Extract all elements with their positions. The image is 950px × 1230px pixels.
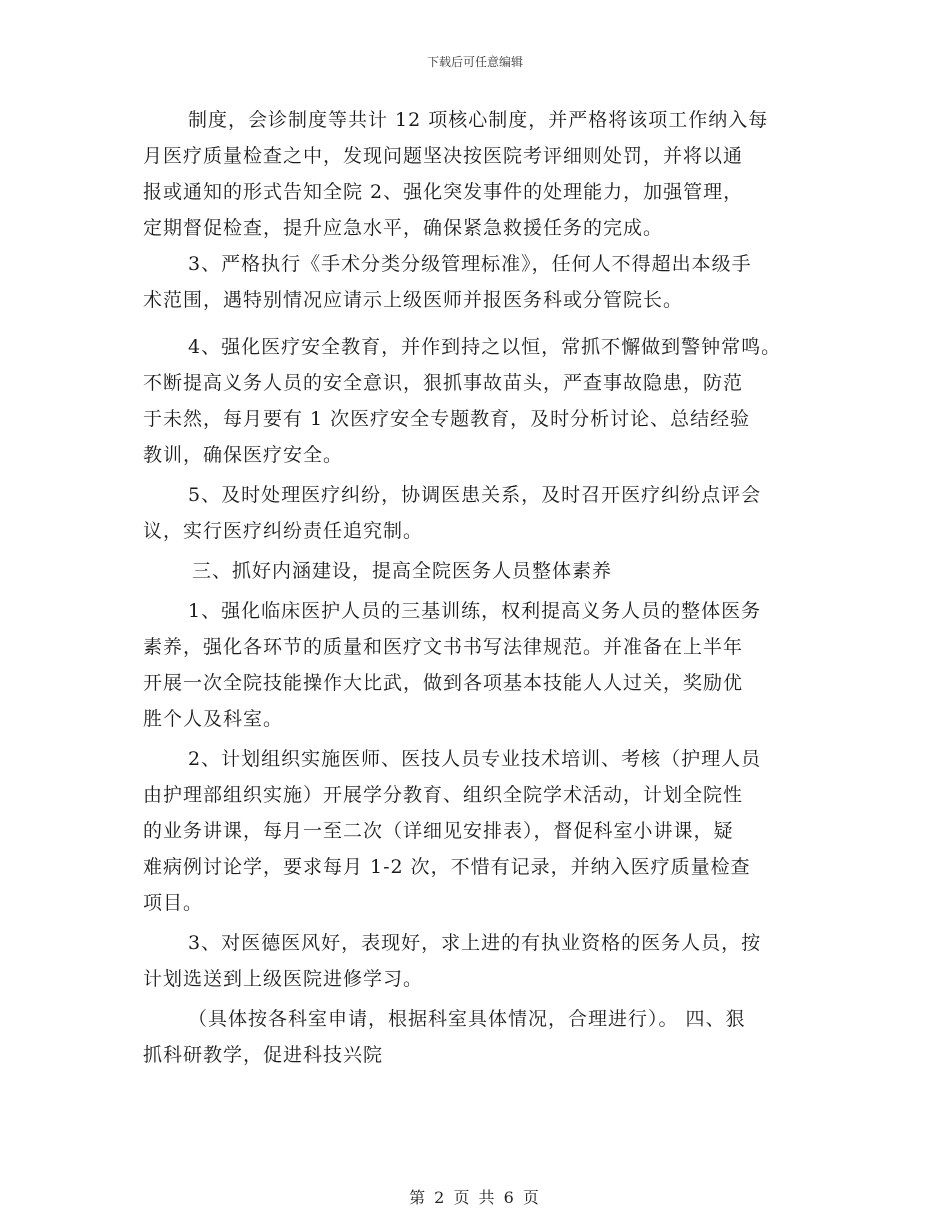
text-line: （具体按各科室申请，根据科室具体情况，合理进行）。 四、狠 [188, 1008, 746, 1030]
text-line: 2、计划组织实施医师、医技人员专业技术培训、考核（护理人员 [188, 748, 762, 770]
text-line: 5、及时处理医疗纠纷，协调医患关系，及时召开医疗纠纷点评会 [188, 484, 762, 506]
text-line: 不断提高义务人员的安全意识，狠抓事故苗头，严查事故隐患，防范 [143, 372, 744, 394]
text-line: 制度，会诊制度等共计 12 项核心制度，并严格将该项工作纳入每 [188, 109, 769, 131]
text-line: 议，实行医疗纠纷责任追究制。 [143, 520, 424, 542]
text-line: 定期督促检查，提升应急水平，确保紧急救援任务的完成。 [143, 217, 664, 239]
text-line: 月医疗质量检查之中，发现问题坚决按医院考评细则处罚，并将以通 [143, 145, 744, 167]
page-footer: 第 2 页 共 6 页 [409, 1188, 541, 1207]
text-line: 开展一次全院技能操作大比武，做到各项基本技能人人过关，奖励优 [143, 672, 744, 694]
text-line: 3、对医德医风好，表现好，求上进的有执业资格的医务人员，按 [188, 932, 762, 954]
text-line: 3、严格执行《手术分类分级管理标准》，任何人不得超出本级手 [188, 253, 752, 275]
text-line: 1、强化临床医护人员的三基训练，权利提高义务人员的整体医务 [188, 600, 762, 622]
text-line: 教训，确保医疗安全。 [143, 444, 344, 466]
text-line: 胜个人及科室。 [143, 708, 284, 730]
section-heading: 三、抓好内涵建设，提高全院医务人员整体素养 [192, 560, 613, 582]
text-line: 项目。 [143, 892, 204, 914]
text-line: 计划选送到上级医院进修学习。 [143, 968, 424, 990]
text-line: 抓科研教学，促进科技兴院 [143, 1044, 384, 1066]
text-line: 术范围，遇特别情况应请示上级医师并报医务科或分管院长。 [143, 289, 684, 311]
text-line: 难病例讨论学，要求每月 1-2 次，不惜有记录，并纳入医疗质量检查 [143, 856, 751, 878]
text-line: 素养，强化各环节的质量和医疗文书书写法律规范。并准备在上半年 [143, 636, 744, 658]
page-header: 下载后可任意编辑 [426, 55, 523, 69]
text-line: 4、强化医疗安全教育，并作到持之以恒，常抓不懈做到警钟常鸣。 [188, 336, 782, 358]
text-line: 的业务讲课，每月一至二次（详细见安排表），督促科室小讲课，疑 [143, 820, 734, 842]
text-line: 于未然，每月要有 1 次医疗安全专题教育，及时分析讨论、总结经验 [143, 408, 751, 430]
text-line: 报或通知的形式告知全院 2、强化突发事件的处理能力，加强管理， [143, 181, 744, 203]
text-line: 由护理部组织实施）开展学分教育、组织全院学术活动，计划全院性 [143, 784, 744, 806]
